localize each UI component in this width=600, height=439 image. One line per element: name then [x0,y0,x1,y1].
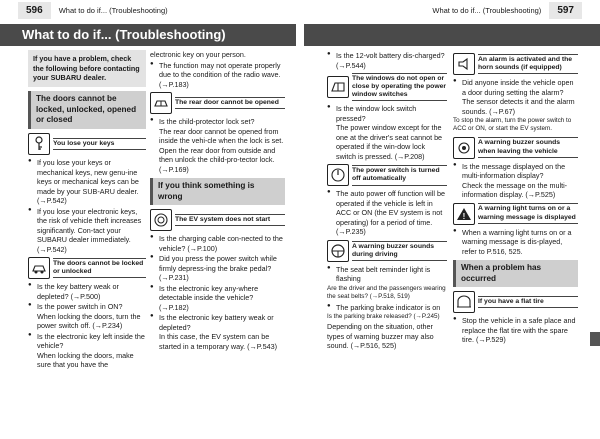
list-item: ● When a warning light turns on or a warning message is dis-played, refer to P.516, 525. [453,228,578,257]
list-item [150,313,285,351]
subhead-label: The doors cannot be locked or unlocked [53,258,146,278]
subhead-label: A warning light turns on or a warning message is displayed [478,203,578,223]
column-1 [28,50,146,371]
right-running-title: What to do if... (Troubleshooting) [432,5,542,15]
continued-text: electronic key on your person. [150,50,246,59]
chapter-tab [590,332,600,346]
list-item [327,104,447,161]
subhead-label: If you have a flat tire [478,296,578,308]
right-page-header [300,0,600,20]
list-item: ● The parking brake indicator is on [327,303,447,313]
list-item: ● Is the 12-volt battery dis-charged? (→P.544) [327,51,447,70]
plain-text: To stop the alarm, turn the power switch to ACC or ON, or start the EV system. [453,117,572,133]
intro-box: If you have a problem, check the following before contacting your SUBARU dealer. [28,50,146,87]
question: ● Did anyone inside the vehicle open a door during setting the alarm? [462,78,574,97]
answer: When locking the doors, turn the power switch off. (→P.234) [37,311,141,331]
answer: The power window except for the one at the driver's seat cannot be operated if the win-dow lock switch is pressed. (→P.208) [336,123,443,161]
subhead-buzzer-driving [327,240,447,262]
section-problem-occurred: When a problem has occurred [453,260,578,287]
horn-icon [453,53,475,75]
subhead-label: The power switch is turned off automatically [352,165,447,185]
column-3 [327,50,447,351]
plain-text: Depending on the situation, other types of warning buzzer may also sound. (→P.516, 525) [327,322,434,351]
buzzer-icon [453,137,475,159]
list-item [28,302,146,331]
window-icon [327,76,349,98]
left-page-number: 596 [18,2,51,19]
list-item: ● If you lose your keys or mechanical keys, new genu-ine keys or mechanical keys can be made by your SUB-ARU dealer. (→P.542) [28,158,146,206]
subhead-label: A warning buzzer sounds when leaving the vehicle [478,137,578,157]
power-off-icon [327,164,349,186]
flat-tire-icon [453,291,475,313]
question: ● Is the message displayed on the multi-information display? [462,161,566,181]
list-item: ● Did you press the power switch while firmly depress-ing the brake pedal? (→P.231) [150,254,285,283]
list-item [28,332,146,370]
subhead-ev-start [150,209,285,231]
left-running-title: What to do if... (Troubleshooting) [58,5,168,15]
subhead-alarm [453,53,578,75]
subhead-locked [28,257,146,279]
answer: When locking the doors, make sure that you have the [37,350,134,370]
list-item: ● If you lose your electronic keys, the risk of vehicle theft increases significantly. Con-tact your SUBARU dealer immediately. (→P.542) [28,207,146,255]
power-switch-icon [150,209,172,231]
section-doors: The doors cannot be locked, unlocked, opened or closed [28,91,146,129]
svg-text:!: ! [462,211,466,221]
subhead-label: A warning buzzer sounds during driving [352,241,447,261]
answer: The sensor detects it and the alarm sounds. (→P.67) [462,97,575,116]
rear-door-icon [150,92,172,114]
key-icon [28,133,50,155]
car-door-icon [28,257,50,279]
answer: The rear door cannot be opened from inside the vehi-cle when the lock is set. Open the rear door from outside and then unlock the child-pro-tector lock. (→P.169) [159,126,284,174]
list-item: ● Is the charging cable con-nected to the vehicle? (→P.100) [150,234,285,253]
list-item: ● Is the electronic key any-where detectable inside the vehicle? (→P.182) [150,284,285,313]
right-page-number: 597 [549,2,582,19]
list-item: ● The seat belt reminder light is flashing [327,265,447,284]
list-item: ● Is the key battery weak or depleted? (→P.500) [28,282,146,301]
subhead-warning-light [453,203,578,225]
list-item: ● Stop the vehicle in a safe place and replace the flat tire with the spare tire. (→P.529) [453,316,578,345]
list-item: ● The auto power off function will be operated if the vehicle is left in ACC or ON (the EV system is not operating) for a period of time. (→P.235) [327,189,447,237]
steering-wheel-icon [327,240,349,262]
subhead-rear-door [150,92,285,114]
question: ● Is the power switch in ON? [37,302,123,312]
warning-triangle-icon [453,203,475,225]
list-item [453,78,578,116]
page-title: What to do if... (Troubleshooting) [0,24,600,46]
spine-gap [296,24,304,46]
column-4 [453,50,578,346]
question: ● Is the electronic key battery weak or depleted? [159,313,274,332]
answer: In this case, the EV system can be started in a temporary way. (→P.543) [159,332,277,351]
plain-text: Are the driver and the passengers wearing the seat belts? (→P.518, 519) [327,284,446,301]
column-2 [150,50,285,352]
list-item [453,162,578,200]
question: ● Is the window lock switch pressed? [336,104,417,123]
question: ● Is the child-protector lock set? [159,117,255,126]
subhead-lose-keys [28,133,146,155]
subhead-label: The rear door cannot be opened [175,97,285,109]
answer: Check the message on the multi-information display. (→P.525) [462,180,568,200]
subhead-windows [327,73,447,101]
subhead-power-off [327,164,447,186]
subhead-label: The windows do not open or close by operating the power window switches [352,73,447,101]
subhead-flat-tire [453,291,578,313]
question: ● Is the electronic key left inside the vehicle? [37,331,145,351]
list-item [150,117,285,174]
subhead-label: The EV system does not start [175,214,285,226]
section-something-wrong: If you think something is wrong [150,178,285,205]
subhead-label: An alarm is activated and the horn sounds (if equipped) [478,54,578,74]
subhead-leaving [453,137,578,159]
list-item: ● The function may not operate properly due to the condition of the radio wave. (→P.183) [150,61,285,90]
plain-text: Is the parking brake released? (→P.245) [327,313,440,321]
left-page-header [0,0,300,20]
subhead-label: You lose your keys [53,138,146,150]
